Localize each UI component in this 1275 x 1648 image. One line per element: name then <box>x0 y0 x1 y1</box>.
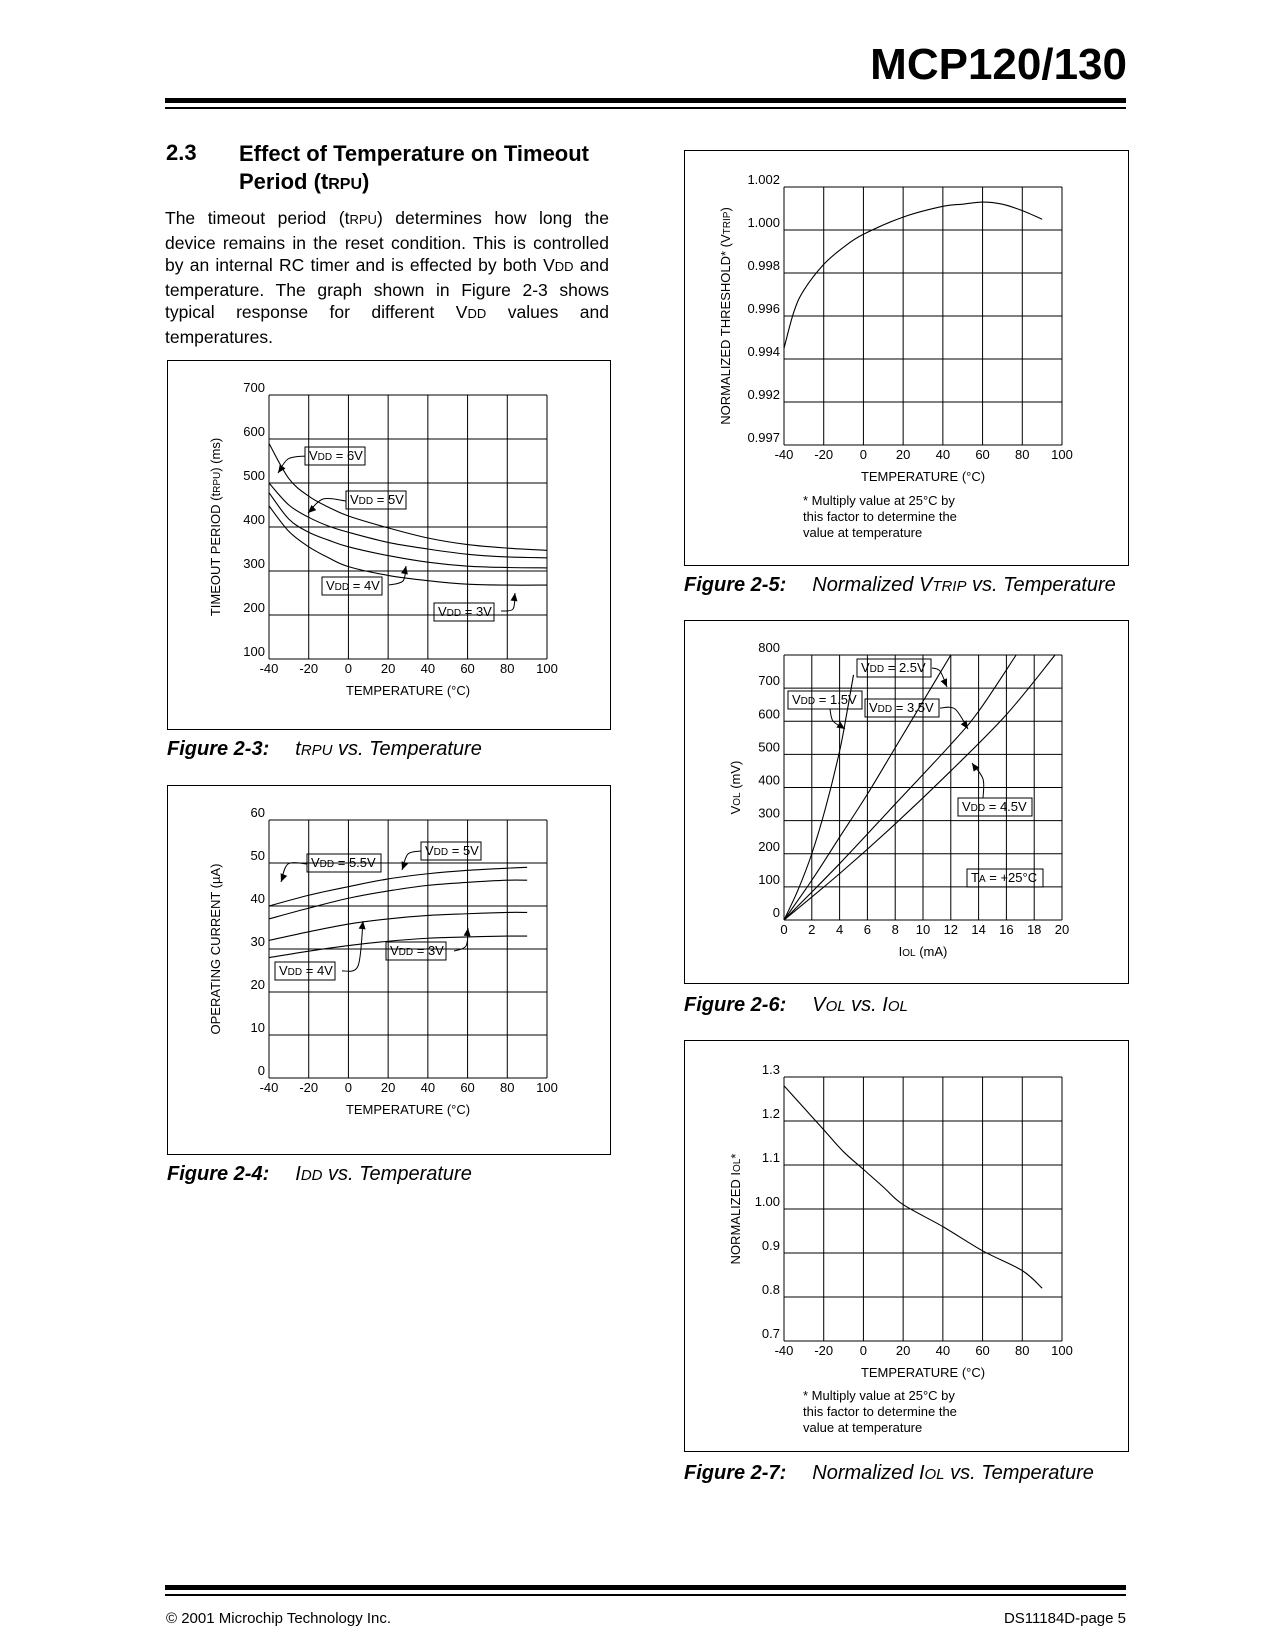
fig25-x-tick-label: 20 <box>895 447 911 462</box>
fig26-y-tick-label: 800 <box>758 640 780 655</box>
section-title <box>239 140 619 199</box>
fig24-x-tick-label: 60 <box>460 1080 475 1095</box>
fig27-footnote: * Multiply value at 25°C by this factor to determine the value at temperature <box>803 1388 957 1435</box>
fig27-y-tick-label: 0.8 <box>761 1282 780 1297</box>
fig26-svg <box>685 621 1128 983</box>
para-part: values and temperatures. <box>165 302 609 347</box>
fig25-footnote: * Multiply value at 25°C by this factor to determine the value at temperature <box>803 493 957 540</box>
figure-2-7-caption <box>684 1462 1094 1485</box>
caption-text: vs. Temperature <box>944 1462 1094 1484</box>
fig24-vdd55-label-text: VDD = 5.5V <box>311 855 376 870</box>
fig26-y-tick-label: 0 <box>772 905 780 920</box>
fig23-vdd3-arrowhead <box>511 593 518 601</box>
figure-2-4-caption <box>167 1163 472 1186</box>
fig23-y-tick-label: 200 <box>243 600 265 615</box>
fig24-series-0 <box>269 867 527 906</box>
fig26-vdd45-label-text: VDD = 4.5V <box>962 799 1027 814</box>
fig24-vdd4-label-text: VDD = 4V <box>279 963 333 978</box>
fig23-y-tick-label: 500 <box>243 468 265 483</box>
section-number: 2.3 <box>166 140 197 165</box>
fig23-series-1 <box>269 483 547 558</box>
fig26-y-tick-label: 600 <box>758 706 780 722</box>
fig23-x-axis-label: TEMPERATURE (°C) <box>345 683 471 698</box>
fig23-vdd3-label-text: VDD = 3V <box>438 604 492 619</box>
para-sub: DD <box>467 306 487 321</box>
caption-text: vs. I <box>845 994 888 1016</box>
fig26-x-tick-label: 10 <box>915 922 931 937</box>
fig23-vdd3-leader <box>501 593 515 611</box>
fig25-y-tick-label: 0.997 <box>747 430 780 445</box>
document-title: MCP120/130 <box>870 40 1127 89</box>
fig23-y-tick-label: 600 <box>243 424 265 439</box>
caption-sub: RPU <box>300 742 333 759</box>
fig27-y-tick-label: 1.1 <box>761 1150 780 1165</box>
fig27-x-tick-label: 40 <box>935 1343 951 1358</box>
fig27-x-tick-label: 100 <box>1051 1343 1073 1358</box>
fig25-y-tick-label: 0.994 <box>747 344 780 359</box>
fig23-vdd4-arrowhead <box>401 566 408 575</box>
caption-text: I <box>295 1163 301 1185</box>
footer-copyright: © 2001 Microchip Technology Inc. <box>166 1610 392 1627</box>
para-sub: DD <box>554 259 574 274</box>
caption-text: t <box>295 738 301 760</box>
figure-2-3-box <box>167 360 611 730</box>
fig24-x-tick-label: 20 <box>380 1080 396 1095</box>
fig24-vdd3-label-text: VDD = 3V <box>390 943 444 958</box>
fig24-svg <box>168 786 610 1154</box>
fig27-x-tick-label: -40 <box>774 1343 794 1358</box>
fig24-vdd3-leader <box>454 928 468 951</box>
fig27-x-tick-label: 60 <box>975 1343 990 1358</box>
fig23-vdd6-label-text: VDD = 6V <box>309 448 363 463</box>
fig27-y-tick-label: 0.9 <box>761 1238 780 1253</box>
fig24-x-axis-label: TEMPERATURE (°C) <box>345 1102 471 1117</box>
fig25-y-tick-label: 1.000 <box>747 215 780 230</box>
fig26-y-tick-label: 200 <box>758 838 780 854</box>
fig25-x-tick-label: 100 <box>1051 447 1073 462</box>
fig26-ta-label <box>967 869 1043 887</box>
fig24-vdd5-leader <box>402 851 421 870</box>
fig23-vdd4-label <box>322 577 382 595</box>
caption-label: Figure 2-6: <box>684 994 787 1016</box>
figure-2-5-box <box>684 150 1129 566</box>
fig26-x-tick-label: 14 <box>971 922 986 937</box>
figure-2-5-caption <box>684 574 1116 597</box>
fig24-x-tick-label: -40 <box>259 1080 279 1095</box>
fig27-x-tick-label: 20 <box>895 1343 911 1358</box>
section-title-end: ) <box>362 169 370 194</box>
fig27-y-tick-label: 1.2 <box>761 1106 780 1121</box>
caption-text: Normalized V <box>812 574 933 596</box>
fig26-vdd45-label <box>958 798 1032 816</box>
fig26-y-axis-label: VOL (mV) <box>728 760 743 815</box>
fig23-vdd5-label <box>346 491 406 509</box>
fig24-vdd4-label <box>275 962 335 980</box>
header-rule-thick <box>165 98 1126 103</box>
footer-rule-thick <box>165 1585 1126 1590</box>
fig26-y-tick-label: 100 <box>758 871 780 887</box>
caption-label: Figure 2-3: <box>167 738 270 760</box>
fig23-x-tick-label: 40 <box>420 661 436 676</box>
fig24-x-tick-label: 40 <box>420 1080 436 1095</box>
fig26-x-axis-label: IOL (mA) <box>898 944 948 959</box>
fig24-y-tick-label: 50 <box>250 848 265 863</box>
fig26-vdd15-label <box>788 691 862 709</box>
section-title-main: Effect of Temperature on Timeout Period (t <box>239 141 590 194</box>
fig24-x-tick-label: 0 <box>344 1080 353 1095</box>
caption-sub: OL <box>887 998 908 1015</box>
fig25-x-tick-label: -40 <box>774 447 794 462</box>
fig24-vdd5-label-text: VDD = 5V <box>425 843 479 858</box>
fig26-x-tick-label: 18 <box>1026 922 1042 937</box>
caption-text: V <box>812 994 826 1016</box>
fig23-x-tick-label: -20 <box>299 661 319 676</box>
fig23-y-tick-label: 700 <box>243 380 265 395</box>
fig26-x-tick-label: 2 <box>808 922 816 937</box>
fig25-x-axis-label: TEMPERATURE (°C) <box>860 469 986 484</box>
section-paragraph <box>165 207 609 348</box>
fig27-y-tick-label: 0.7 <box>761 1326 780 1341</box>
fig23-x-tick-label: 80 <box>500 661 515 676</box>
fig27-x-tick-label: 0 <box>859 1343 868 1358</box>
fig23-x-tick-label: -40 <box>259 661 279 676</box>
caption-sub: DD <box>300 1167 323 1184</box>
caption-sub: TRIP <box>932 578 967 595</box>
fig24-vdd55-arrowhead <box>281 873 288 882</box>
fig25-svg <box>685 151 1128 565</box>
fig27-y-tick-label: 1.3 <box>761 1062 780 1077</box>
fig27-y-tick-label: 1.00 <box>754 1194 780 1209</box>
fig25-x-tick-label: 0 <box>859 447 868 462</box>
fig24-vdd5-label <box>421 842 481 860</box>
fig24-x-tick-label: -20 <box>299 1080 319 1095</box>
fig23-vdd5-label-text: VDD = 5V <box>350 492 404 507</box>
figure-2-6-caption <box>684 994 908 1017</box>
figure-2-3-caption <box>167 738 482 761</box>
fig26-x-tick-label: 12 <box>943 922 959 937</box>
fig26-x-tick-label: 4 <box>835 922 844 937</box>
fig27-x-tick-label: 80 <box>1015 1343 1030 1358</box>
fig23-x-tick-label: 60 <box>460 661 475 676</box>
fig23-x-tick-label: 0 <box>344 661 353 676</box>
fig26-vdd15-label-text: VDD = 1.5V <box>792 692 857 707</box>
fig27-svg <box>685 1041 1128 1451</box>
fig25-x-tick-label: 60 <box>975 447 990 462</box>
fig27-series-0 <box>784 1086 1042 1288</box>
fig24-x-tick-label: 100 <box>536 1080 558 1095</box>
fig23-x-tick-label: 20 <box>380 661 396 676</box>
fig25-y-tick-label: 1.002 <box>747 172 780 187</box>
figure-2-6-box <box>684 620 1129 984</box>
fig26-vdd35-label-text: VDD = 3.5V <box>869 700 934 715</box>
fig25-x-tick-label: -20 <box>814 447 834 462</box>
caption-text: vs. Temperature <box>332 738 482 760</box>
fig26-y-tick-label: 300 <box>758 805 780 821</box>
fig23-vdd5-arrowhead <box>308 505 316 513</box>
fig25-x-tick-label: 80 <box>1015 447 1030 462</box>
para-part: ) determines how long the device remains in the reset condition. This is controlled by an internal RC timer and is effected by both V <box>165 208 609 275</box>
fig23-y-tick-label: 400 <box>243 512 265 527</box>
caption-sub: OL <box>825 998 846 1015</box>
fig24-x-tick-label: 80 <box>500 1080 515 1095</box>
fig24-vdd55-leader <box>281 863 307 882</box>
para-part: The timeout period (t <box>165 208 350 228</box>
fig25-y-tick-label: 0.996 <box>747 301 780 316</box>
fig26-y-tick-label: 400 <box>758 772 780 788</box>
fig25-y-tick-label: 0.992 <box>747 387 780 402</box>
fig26-vdd25-label <box>857 659 931 677</box>
fig27-x-axis-label: TEMPERATURE (°C) <box>860 1365 986 1380</box>
fig23-y-tick-label: 100 <box>243 644 265 659</box>
fig26-x-tick-label: 20 <box>1054 922 1070 937</box>
fig24-y-tick-label: 20 <box>250 977 265 992</box>
fig24-y-tick-label: 30 <box>250 934 265 949</box>
header-rule-thin <box>165 107 1126 109</box>
fig23-x-tick-label: 100 <box>536 661 558 676</box>
fig23-svg <box>168 361 610 729</box>
fig24-y-tick-label: 60 <box>250 805 265 820</box>
fig25-x-tick-label: 40 <box>935 447 951 462</box>
caption-text: Normalized I <box>812 1462 925 1484</box>
fig24-y-tick-label: 10 <box>250 1020 265 1035</box>
fig26-vdd35-label <box>865 699 939 717</box>
caption-text: vs. Temperature <box>322 1163 472 1185</box>
fig24-y-tick-label: 40 <box>250 891 265 906</box>
fig26-y-tick-label: 700 <box>758 673 780 689</box>
figure-2-7-box <box>684 1040 1129 1452</box>
fig25-y-axis-label: NORMALIZED THRESHOLD* (VTRIP) <box>718 207 733 425</box>
fig24-vdd3-label <box>386 942 446 960</box>
fig23-vdd3-label <box>434 603 494 621</box>
para-part: and temperature. The graph shown in Figure 2-3 shows typical response for different V <box>165 255 609 322</box>
fig24-vdd55-label <box>307 854 381 872</box>
fig23-vdd4-label-text: VDD = 4V <box>326 578 380 593</box>
fig26-x-tick-label: 16 <box>999 922 1014 937</box>
section-title-sub: RPU <box>328 176 363 193</box>
fig26-x-tick-label: 0 <box>780 922 788 937</box>
fig24-y-tick-label: 0 <box>257 1063 265 1078</box>
fig26-y-tick-label: 500 <box>758 739 780 755</box>
fig26-series-0 <box>784 675 854 920</box>
figure-2-4-box <box>167 785 611 1155</box>
footer-page-number: DS11184D-page 5 <box>1003 1610 1126 1627</box>
fig24-y-axis-label: OPERATING CURRENT (µA) <box>208 863 223 1035</box>
caption-label: Figure 2-7: <box>684 1462 787 1484</box>
fig26-vdd25-label-text: VDD = 2.5V <box>861 660 926 675</box>
fig25-series-0 <box>784 202 1042 348</box>
fig26-x-tick-label: 8 <box>891 922 899 937</box>
caption-text: vs. Temperature <box>966 574 1116 596</box>
fig27-y-axis-label: NORMALIZED IOL* <box>728 1153 743 1265</box>
caption-label: Figure 2-4: <box>167 1163 270 1185</box>
fig23-y-axis-label: TIMEOUT PERIOD (tRPU) (ms) <box>208 437 223 617</box>
fig26-ta-text: TA = +25°C <box>971 870 1038 885</box>
para-sub: RPU <box>349 212 377 227</box>
fig23-vdd6-label <box>305 447 365 465</box>
fig27-x-tick-label: -20 <box>814 1343 834 1358</box>
footer-rule-thin <box>165 1594 1126 1596</box>
fig23-y-tick-label: 300 <box>243 556 265 571</box>
fig26-x-tick-label: 6 <box>863 922 872 937</box>
caption-label: Figure 2-5: <box>684 574 787 596</box>
fig25-y-tick-label: 0.998 <box>747 258 780 273</box>
caption-sub: OL <box>924 1466 945 1483</box>
